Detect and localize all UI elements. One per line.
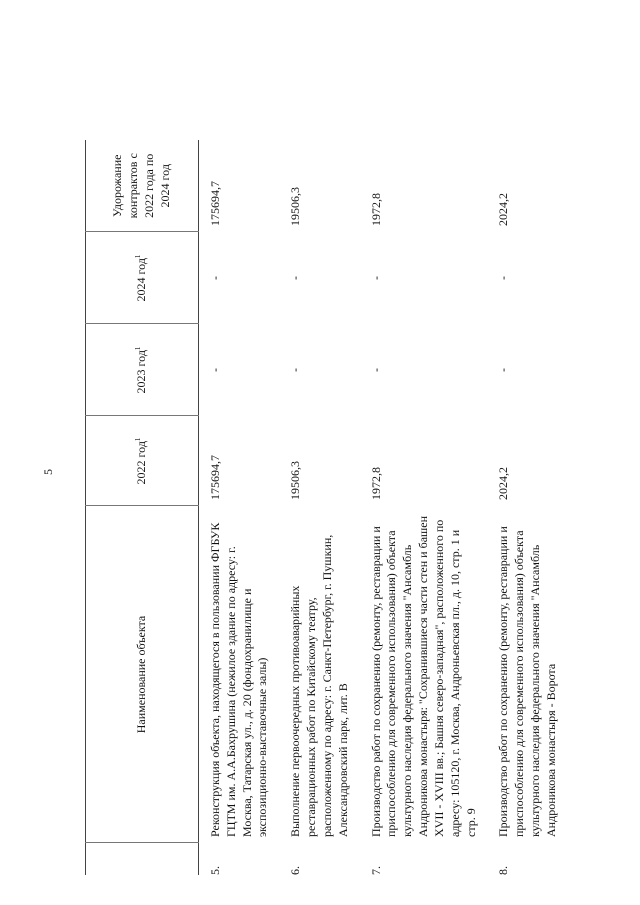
table-row [487,140,567,875]
value-2022: 2024,2 [496,467,511,500]
value-2022: 175694,7 [208,455,222,500]
table-row [279,140,359,875]
row-number: 8. [496,866,511,875]
header-2024: 2024 год$^1$ [86,232,199,324]
table-row [199,140,280,875]
table-header-row [86,140,199,875]
table-row [360,140,488,875]
value-2024: - [208,276,222,280]
value-2023: - [368,368,383,372]
value-cost-increase: 19506,3 [288,187,303,226]
value-2023: - [496,368,511,372]
value-cost-increase: 2024,2 [496,193,511,226]
header-name: Наименование объекта [86,506,199,843]
row-number: 6. [288,866,303,875]
header-number [86,843,199,875]
value-2022: 1972,8 [368,467,383,500]
value-2024: - [368,276,383,280]
page-number: 5 [41,469,55,475]
rotated-table-sheet [40,55,600,875]
object-name: Выполнение первоочередных противоаварийных реставрационных работ по Китайскому театру, расположенному по адресу: г. Санкт-Петербург, г. Пушкин, Александровский парк, лит. В [288,534,350,837]
value-cost-increase: 175694,7 [208,181,222,226]
value-2024: - [288,276,303,280]
row-number: 7. [368,866,383,875]
value-2024: - [496,276,511,280]
objects-table [85,140,568,875]
value-2023: - [288,368,303,372]
row-number: 5. [208,866,222,875]
value-cost-increase: 1972,8 [368,193,383,226]
header-2023: 2023 год$^1$ [86,324,199,416]
value-2023: - [208,368,222,372]
value-2022: 19506,3 [288,461,303,500]
object-name: Производство работ по сохранению (ремонту, реставрации и приспособлению для современного использования) объекта культурного наследия федерального значения "Ансамбль Андроникова монастыря: "Сохранившиеся части стен и башен XVII - XVIII вв.; Башня северо-западная", расположенного по адресу: 105120, г. Москва, Андроньевская пл., д. 10, стр. 1 и стр. 9 [368,515,478,837]
object-name: Реконструкция объекта, находящегося в пользовании ФГБУК ГЦТМ им. А.А.Бахрушина (нежилое здание по адресу: г. Москва, Татарская ул., д. 20 (фондохранилище и экспозиционно-выставочные залы) [208,522,270,837]
header-2022: 2022 год$^1$ [86,416,199,506]
object-name: Производство работ по сохранению (ремонту, реставрации и приспособлению для современного использования) объекта культурного наследия федерального значения "Ансамбль Андроникова монастыря - Ворота [496,526,558,837]
header-cost-increase: Удорожание контрактов с 2022 года по 2024 год [86,140,199,232]
